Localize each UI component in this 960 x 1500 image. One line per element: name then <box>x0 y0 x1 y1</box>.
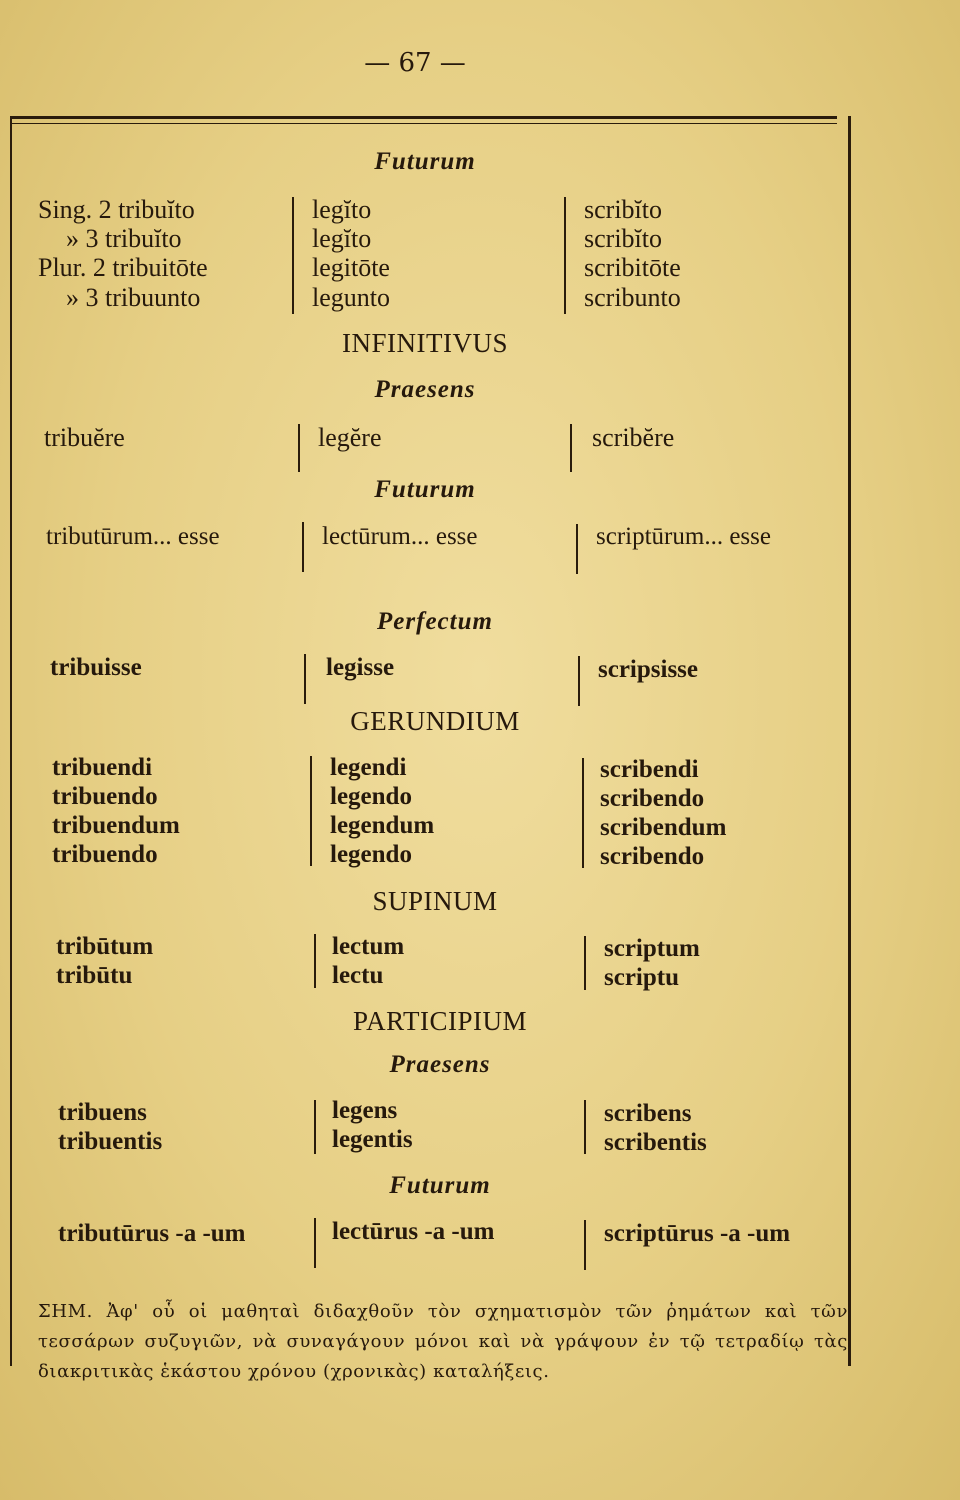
column-divider <box>570 424 572 472</box>
supinum-form: lectu <box>332 962 384 989</box>
top-rule <box>12 116 837 119</box>
gerundium-form: tribuendo <box>52 841 158 868</box>
gerundium-form: scribendo <box>600 785 705 812</box>
left-border <box>10 116 12 1366</box>
imperative-form: legitōte <box>312 253 390 282</box>
column-divider <box>584 1220 586 1270</box>
gerundium-form: legendum <box>330 812 435 839</box>
gerundium-form: tribuendum <box>52 812 180 839</box>
imperative-form: legunto <box>312 283 390 312</box>
column-divider <box>304 654 306 704</box>
column-divider <box>292 197 294 314</box>
participle-future-form: lectūrus -a -um <box>332 1218 495 1245</box>
imperative-form: Sing. 2 tribuĭto <box>38 195 195 224</box>
participle-present-form: tribuens <box>58 1099 147 1126</box>
participle-present-form: legens <box>332 1097 398 1124</box>
imperative-form: scribĭto <box>584 224 662 253</box>
page-number: — 67 — <box>364 48 466 78</box>
column-divider <box>302 522 304 572</box>
participle-future-form: scriptūrus -a -um <box>604 1220 791 1247</box>
gerundium-form: scribendi <box>600 756 699 783</box>
imperative-form: legĭto <box>312 224 372 253</box>
participle-present-form: scribens <box>604 1100 692 1127</box>
participle-present-form: scribentis <box>604 1129 707 1156</box>
heading-futurum-infinitive: Futurum <box>374 476 476 503</box>
heading-gerundium: GERUNDIUM <box>350 706 520 736</box>
heading-praesens-participle: Praesens <box>389 1051 491 1078</box>
column-divider <box>578 656 580 706</box>
infinitive-perfect-form: legisse <box>326 654 395 681</box>
infinitive-present-form: tribuĕre <box>44 423 125 452</box>
gerundium-form: legendo <box>330 841 412 868</box>
infinitive-perfect-form: tribuisse <box>50 654 142 681</box>
imperative-form: Plur. 2 tribuitōte <box>38 253 208 282</box>
gerundium-form: tribuendi <box>52 754 153 781</box>
imperative-form: » 3 tribuĭto <box>66 224 182 253</box>
supinum-form: tribūtu <box>56 962 133 989</box>
heading-perfectum: Perfectum <box>377 608 493 635</box>
supinum-form: scriptu <box>604 964 679 991</box>
infinitive-future-form: lectūrum... esse <box>322 523 478 550</box>
right-border <box>848 116 851 1366</box>
imperative-form: legĭto <box>312 195 372 224</box>
heading-futurum-imperative: Futurum <box>374 148 476 175</box>
gerundium-form: legendo <box>330 783 412 810</box>
column-divider <box>584 936 586 990</box>
participle-present-form: tribuentis <box>58 1128 163 1155</box>
column-divider <box>314 1218 316 1268</box>
imperative-form: » 3 tribuunto <box>66 283 201 312</box>
heading-supinum: SUPINUM <box>372 886 498 916</box>
heading-praesens-infinitive: Praesens <box>374 376 476 403</box>
column-divider <box>564 197 566 314</box>
column-divider <box>298 424 300 472</box>
imperative-form: scribunto <box>584 283 681 312</box>
column-divider <box>576 524 578 574</box>
infinitive-present-form: legĕre <box>318 423 382 452</box>
gerundium-form: tribuendo <box>52 783 158 810</box>
column-divider <box>314 1100 316 1154</box>
imperative-form: scribĭto <box>584 195 662 224</box>
participle-present-form: legentis <box>332 1126 413 1153</box>
infinitive-future-form: scriptūrum... esse <box>596 523 771 550</box>
top-rule-thin <box>12 123 837 124</box>
infinitive-future-form: tributūrum... esse <box>46 523 220 550</box>
imperative-form: scribitōte <box>584 253 681 282</box>
participle-future-form: tributūrus -a -um <box>58 1220 246 1247</box>
gerundium-form: scribendum <box>600 814 727 841</box>
heading-participium: PARTICIPIUM <box>353 1006 527 1036</box>
column-divider <box>582 758 584 868</box>
teacher-note: ΣΗΜ. Ἀφ' οὗ οἱ μαθηταὶ διδαχθοῦν τὸν σχηματισμὸν τῶν ῥημάτων καὶ τῶν τεσσάρων συζυγιῶν, νὰ συναγάγουν μόνοι καὶ νὰ γράψουν ἐν τῷ τετραδίῳ τὰς διακριτικὰς ἑκάστου χρόνου (χρονικὰς) καταλήξεις. <box>38 1301 848 1382</box>
gerundium-form: legendi <box>330 754 407 781</box>
gerundium-form: scribendo <box>600 843 705 870</box>
supinum-form: lectum <box>332 933 405 960</box>
column-divider <box>310 756 312 866</box>
heading-infinitivus: INFINITIVUS <box>342 328 508 358</box>
supinum-form: scriptum <box>604 935 700 962</box>
infinitive-perfect-form: scripsisse <box>598 656 698 683</box>
supinum-form: tribūtum <box>56 933 154 960</box>
infinitive-present-form: scribĕre <box>592 423 675 452</box>
column-divider <box>314 934 316 988</box>
column-divider <box>584 1100 586 1154</box>
heading-futurum-participle: Futurum <box>389 1172 491 1199</box>
